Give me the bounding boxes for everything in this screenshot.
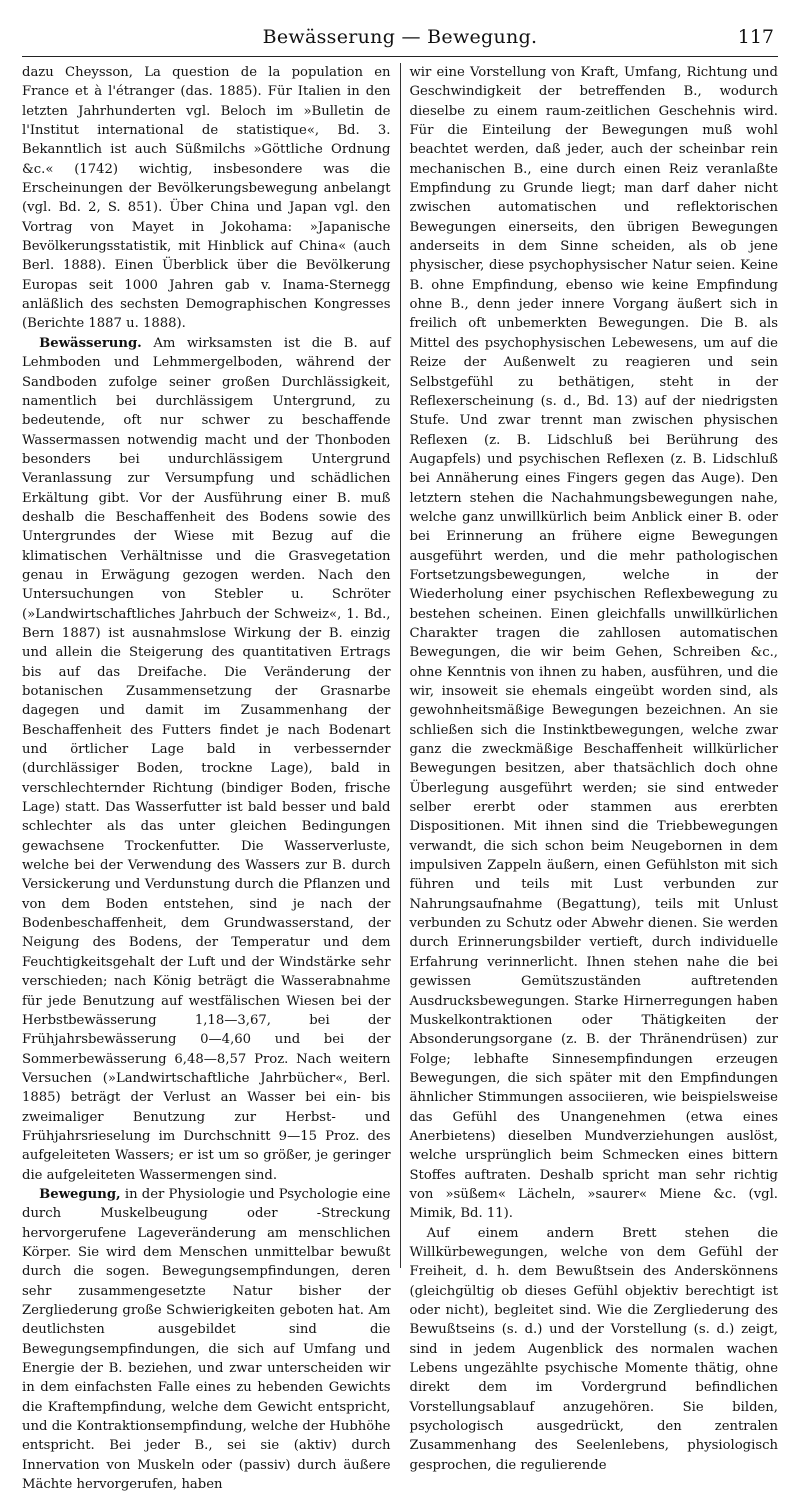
two-column-body [22,63,778,1493]
right-column [401,63,779,1473]
running-head [22,26,778,57]
entry-headword-bewaesserung: Bewässerung. [39,335,142,351]
entry-body-bewegung: in der Physiologie und Psychologie eine durch Muskelbeugung oder -Streckung hervorgerufene Lageveränderung am menschlichen Körper. Sie wird dem Menschen unmittelbar bewußt durch die sogen. Bewegungsempfindungen, deren sehr zusammengesetzte Natur bisher der Zergliederung große Schwierigkeiten geboten hat. Am deutlichsten ausgebildet sind die Bewegungsempfindungen, die sich auf Umfang und Energie der B. beziehen, und zwar unterscheiden wir in dem einfachsten Falle eines zu hebenden Gewichts die Kraftempfindung, welche dem Gewicht entspricht, und die Kontraktionsempfindung, welche der Hubhöhe entspricht. Bei jeder B., sei sie (aktiv) durch Innervation von Muskeln oder (passiv) durch äußere Mächte hervorgerufen, haben [22,1186,391,1493]
page-number: 117 [737,26,774,48]
paragraph-willkuerbewegungen: Auf einem andern Brett stehen die Willkürbewegungen, welche von dem Gefühl der Freiheit, d. h. dem Bewußtsein des Anderskönnens (gleichgültig ob dieses Gefühl objektiv berechtigt ist oder nicht), begleitet sind. Wie die Zergliederung des Bewußtseins (s. d.) und der Vorstellung (s. d.) zeigt, sind in jedem Augenblick des normalen wachen Lebens ungezählte psychische Momente thätig, ohne direkt dem im Vordergrund befindlichen Vorstellungsablauf anzugehören. Sie bilden, psychologisch ausgedrückt, den zentralen Zusammenhang des Seelenlebens, physiologisch gesprochen, die regulierende [409,1225,778,1473]
page-header-title: Bewässerung — Bewegung. [262,26,538,48]
paragraph-bewegung-continued: wir eine Vorstellung von Kraft, Umfang, Richtung und Geschwindigkeit der betreffenden B., wodurch dieselbe zu einem raum-zeitlichen Geschehnis wird. Für die Einteilung der Bewegungen muß wohl beachtet werden, daß jeder, auch der scheinbar rein mechanischen B., eine durch einen Reiz veranlaßte Empfindung zu Grunde liegt; man darf daher nicht zwischen automatischen und reflektorischen Bewegungen einerseits, den übrigen Bewegungen anderseits in dem Sinne scheiden, als ob jene physischer, diese psychophysischer Natur seien. Keine B. ohne Empfindung, ebenso wie keine Empfindung ohne B., denn jeder innere Vorgang äußert sich in freilich oft unbemerkten Bewegungen. Die B. als Mittel des psychophysischen Lebewesens, um auf die Reize der Außenwelt zu reagieren und sein Selbstgefühl zu bethätigen, steht in der Reflexerscheinung (s. d., Bd. 13) auf der niedrigsten Stufe. Und zwar trennt man zwischen physischen Reflexen (z. B. Lidschluß bei Berührung des Augapfels) und psychischen Reflexen (z. B. Lidschluß bei Annäherung eines Fingers gegen das Auge). Den letztern stehen die Nachahmungsbewegungen nahe, welche ganz unwillkürlich beim Anblick einer B. oder bei Erinnerung an frühere eigne Bewegungen ausgeführt werden, und die mehr pathologischen Fortsetzungsbewegungen, welche in der Wiederholung einer psychischen Reflexbewegung zu bestehen scheinen. Einen gleichfalls unwillkürlichen Charakter tragen die zahllosen automatischen Bewegungen, die wir beim Gehen, Schreiben &c., ohne Kenntnis von ihnen zu haben, ausführen, und die wir, insoweit sie ehemals eingeübt worden sind, als gewohnheitsmäßige Bewegungen bezeichnen. An sie schließen sich die Instinktbewegungen, welche zwar ganz die zweckmäßige Beschaffenheit willkürlicher Bewegungen besitzen, aber thatsächlich doch ohne Überlegung ausgeführt werden; sie sind entweder selber ererbt oder stammen aus ererbten Dispositionen. Mit ihnen sind die Triebbewegungen verwandt, die sich schon beim Neugebornen in dem impulsiven Zappeln äußern, einen Gefühlston mit sich führen und teils mit Lust verbunden zur Nahrungsaufnahme (Begattung), teils mit Unlust verbunden zu Schutz oder Abwehr dienen. Sie werden durch Erinnerungsbilder vertieft, durch individuelle Erfahrung verinnerlicht. Ihnen stehen nahe die bei gewissen Gemütszuständen auftretenden Ausdrucksbewegungen. Starke Hirnerregungen haben Muskelkontraktionen oder Thätigkeiten der Absonderungsorgane (z. B. der Thränendrüsen) zur Folge; lebhafte Sinnesempfindungen erzeugen Bewegungen, die sich später mit den Empfindungen ähnlicher Stimmungen associieren, wie beispielsweise das Gefühl des Unangenehmen (etwa eines Anerbietens) dieselben Mundverziehungen auslöst, welche ursprünglich beim Schmecken eines bittern Stoffes auftraten. Deshalb spricht man sehr richtig von »süßem« Lächeln, »saurer« Miene &c. (vgl. Mimik, Bd. 11). [409,65,778,1222]
entry-bewegung [22,1185,391,1494]
left-column [22,63,400,1493]
entry-headword-bewegung: Bewegung, [39,1186,121,1202]
entry-body-bewaesserung: Am wirksamsten ist die B. auf Lehmboden und Lehmmergelboden, während der Sandboden zufolge seiner großen Durchlässigkeit, namentlich bei durchlässigem Untergrund, zu bedeutende, oft nur schwer zu beschaffende Wassermassen notwendig macht und der Thonboden besonders bei undurchlässigem Untergrund Veranlassung zur Versumpfung und schädlichen Erkältung gibt. Vor der Ausführung einer B. muß deshalb die Beschaffenheit des Bodens sowie des Untergrundes der Wiese mit Bezug auf die klimatischen Verhältnisse und die Grasvegetation genau in Erwägung gezogen werden. Nach den Untersuchungen von Stebler u. Schröter (»Landwirtschaftliches Jahrbuch der Schweiz«, 1. Bd., Bern 1887) ist ausnahmslose Wirkung der B. einzig und allein die Steigerung des quantitativen Ertrags bis auf das Dreifache. Die Veränderung der botanischen Zusammensetzung der Grasnarbe dagegen und damit im Zusammenhang der Beschaffenheit des Futters findet je nach Bodenart und örtlicher Lage bald in verbessernder (durchlässiger Boden, trockne Lage), bald in verschlechternder Richtung (bindiger Boden, frische Lage) statt. Das Wasserfutter ist bald besser und bald schlechter als das unter gleichen Bedingungen gewachsene Trockenfutter. Die Wasserverluste, welche bei der Verwendung des Wassers zur B. durch Versickerung und Verdunstung durch die Pflanzen und von dem Boden entstehen, sind je nach der Bodenbeschaffenheit, dem Grundwasserstand, der Neigung des Bodens, der Temperatur und dem Feuchtigkeitsgehalt der Luft und der Windstärke sehr verschieden; nach König beträgt die Wasserabnahme für jede Benutzung auf westfälischen Wiesen bei der Herbstbewässerung 1,18—3,67, bei der Frühjahrsbewässerung 0—4,60 und bei der Sommerbewässerung 6,48—8,57 Proz. Nach weitern Versuchen (»Landwirtschaftliche Jahrbücher«, Berl. 1885) beträgt der Verlust an Wasser bei ein- bis zweimaliger Benutzung zur Herbst- und Frühjahrsrieselung im Durchschnitt 9—15 Proz. des aufgeleiteten Wassers; er ist um so größer, je geringer die aufgeleiteten Wassermengen sind. [22,335,391,1183]
entry-bewaesserung [22,334,391,1185]
paragraph-population-references: dazu Cheysson, La question de la population en France et à l'étranger (das. 1885). Für Italien in den letzten Jahrhunderten vgl. Beloch im »Bulletin de l'Institut international de statistique«, Bd. 3. Bekanntlich ist auch Süßmilchs »Göttliche Ordnung &c.« (1742) wichtig, insbesondere was die Erscheinungen der Bevölkerungsbewegung anbelangt (vgl. Bd. 2, S. 851). Über China und Japan vgl. den Vortrag von Mayet in Jokohama: »Japanische Bevölkerungsstatistik, mit Hinblick auf China« (auch Berl. 1888). Einen Überblick über die Bevölkerung Europas seit 1000 Jahren gab v. Inama-Sternegg anläßlich des sechsten Demographischen Kongresses (Berichte 1887 u. 1888). [22,65,391,332]
